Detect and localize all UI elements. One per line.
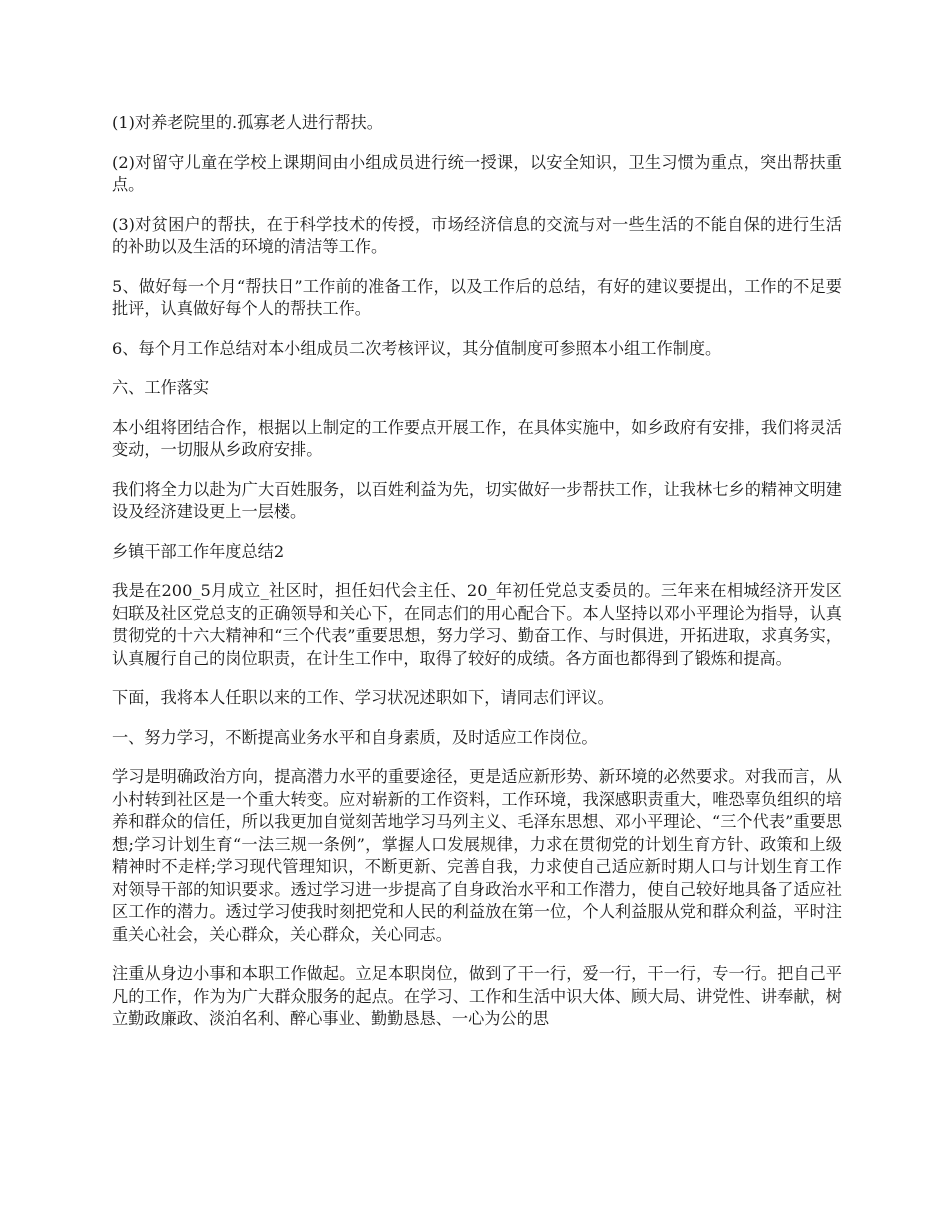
paragraph-4: 5、做好每一个月“帮扶日”工作前的准备工作，以及工作后的总结，有好的建议要提出，工作的不足要批评，认真做好每个人的帮扶工作。 xyxy=(112,276,842,318)
paragraph-7: 本小组将团结合作，根据以上制定的工作要点开展工作，在具体实施中，如乡政府有安排，我们将灵活变动，一切服从乡政府安排。 xyxy=(112,417,842,459)
document-body xyxy=(112,112,842,1048)
paragraph-11: 下面，我将本人任职以来的工作、学习状况述职如下，请同志们评议。 xyxy=(112,688,614,707)
paragraph-2: (2)对留守儿童在学校上课期间由小组成员进行统一授课，以安全知识，卫生习惯为重点，突出帮扶重点。 xyxy=(112,152,842,194)
paragraph-14: 注重从身边小事和本职工作做起。立足本职岗位，做到了干一行，爱一行，干一行，专一行。把自己平凡的工作，作为为广大群众服务的起点。在学习、工作和生活中识大体、顾大局、讲党性、讲奉献，树立勤政廉政、淡泊名利、醉心事业、勤勤恳恳、一心为公的思 xyxy=(112,964,842,1028)
paragraph-5: 6、每个月工作总结对本小组成员二次考核评议，其分值制度可参照本小组工作制度。 xyxy=(112,338,722,358)
paragraph-1: (1)对养老院里的.孤寡老人进行帮扶。 xyxy=(112,113,383,132)
article-title-2: 乡镇干部工作年度总结2 xyxy=(112,541,285,561)
paragraph-8: 我们将全力以赴为广大百姓服务，以百姓利益为先，切实做好一步帮扶工作，让我林七乡的精神文明建设及经济建设更上一层楼。 xyxy=(112,479,842,521)
paragraph-13: 学习是明确政治方向，提高潜力水平的重要途径，更是适应新形势、新环境的必然要求。对我而言，从小村转到社区是一个重大转变。应对崭新的工作资料，工作环境，我深感职责重大，唯恐辜负组织的培养和群众的信任，所以我更加自觉刻苦地学习马列主义、毛泽东思想、邓小平理论、“三个代表”重要思想;学习计划生育“一法三规一条例”，掌握人口发展规律，力求在贯彻党的计划生育方针、政策和上级精神时不走样;学习现代管理知识，不断更新、完善自我，力求使自己适应新时期人口与计划生育工作对领导干部的知识要求。透过学习进一步提高了自身政治水平和工作潜力，使自己较好地具备了适应社区工作的潜力。透过学习使我时刻把党和人民的利益放在第一位，个人利益服从党和群众利益，平时注重关心社会，关心群众，关心群众，关心同志。 xyxy=(112,767,842,944)
paragraph-10: 我是在200_5月成立_社区时，担任妇代会主任、20_年初任党总支委员的。三年来在相城经济开发区妇联及社区党总支的正确领导和关心下，在同志们的用心配合下。本人坚持以邓小平理论为指导，认真贯彻党的十六大精神和“三个代表”重要思想，努力学习、勤奋工作、与时俱进，开拓进取，求真务实，认真履行自己的岗位职责，在计生工作中，取得了较好的成绩。各方面也都得到了锻炼和提高。 xyxy=(112,581,842,668)
section-heading-work-implementation: 六、工作落实 xyxy=(112,378,210,397)
section-heading-study: 一、努力学习，不断提高业务水平和自身素质，及时适应工作岗位。 xyxy=(112,727,598,747)
paragraph-3: (3)对贫困户的帮扶，在于科学技术的传授，市场经济信息的交流与对一些生活的不能自保的进行生活的补助以及生活的环境的清洁等工作。 xyxy=(112,214,842,256)
